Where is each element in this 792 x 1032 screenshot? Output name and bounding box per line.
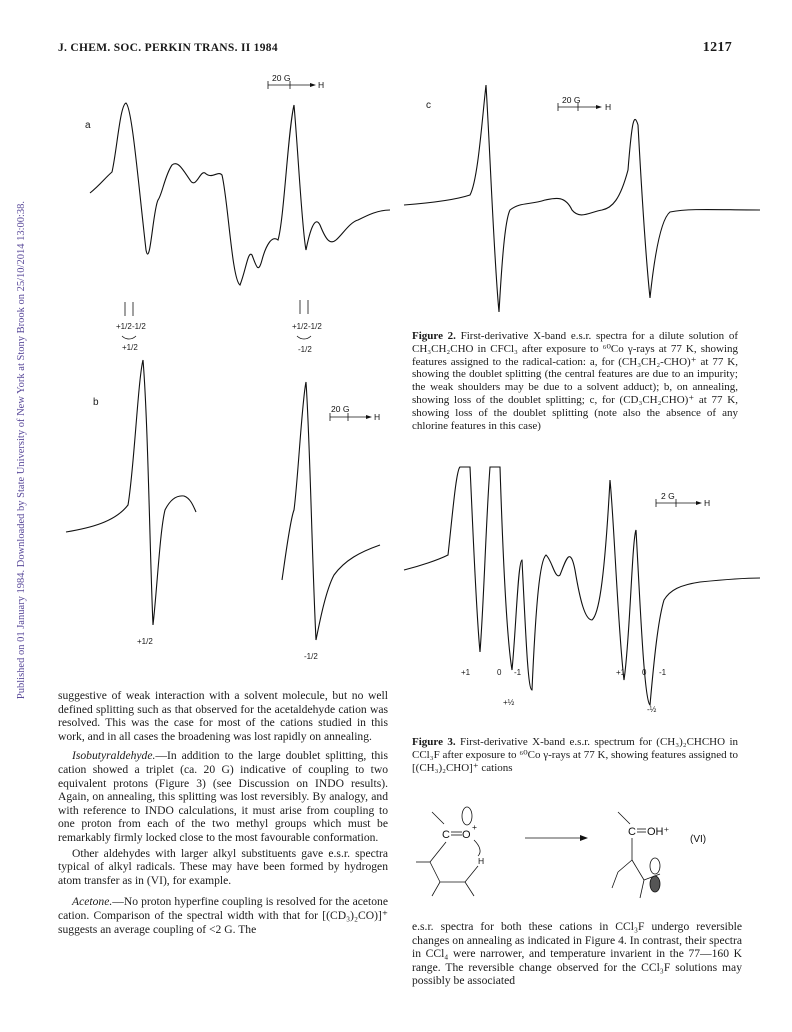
panel-b-label: b	[93, 397, 99, 408]
left-paragraph-4: Acetone.—No proton hyperfine coupling is resolved for the acetone cation. Comparison of the spectral width with that for [(CD₃)₂CO)]⁺ suggests an average coupling of <2 G. The	[58, 895, 388, 936]
spin-a-right-3: -1/2	[298, 345, 312, 354]
spin-a-right-2: -1/2	[308, 322, 322, 331]
page-number: 1217	[702, 40, 732, 55]
fig1a-field-label: H	[318, 80, 325, 90]
spin-a-right-1: +1/2	[292, 322, 308, 331]
spin-b-left: +1/2	[137, 637, 153, 646]
fig3-spin-2: 0	[497, 668, 502, 677]
fig2c-field-label: H	[605, 102, 612, 112]
spin-a-left-1: +1/2	[116, 322, 132, 331]
fig3-spin-4: +1	[616, 668, 626, 677]
scheme-label: (VI)	[690, 834, 707, 845]
figure2-caption-text: First-derivative X-band e.s.r. spectra for a dilute solution of CH₃CH₂CHO in CFCl₃ after exposure to ⁶⁰Co γ-rays at 77 K, showing features assigned to the radical-cation: a, for (CH₃CH₂-CHO)⁺ at 77 K, showing the doublet splitting (the central features are due to an impurity; the weak shoulders may be due to a solvent adduct); b, on annealing, showing loss of the doublet splitting; c, for (CD₃CH₂CHO)⁺ at 77 K, showing loss of the doublet splitting (note also the absence of any chlorine features in this case)	[412, 330, 739, 432]
fig3-half-right: -½	[647, 705, 657, 714]
panel-c-label: c	[426, 100, 431, 111]
left-paragraph-2: Isobutyraldehyde.—In addition to the large doublet splitting, this cation showed a triplet (ca. 20 G) indicative of coupling to two equivalent protons (Figure 3) (see Discussion on INDO results). Again, on annealing, this splitting was lost reversibly. By analogy, and with reference to INDO calculations, it must arise from coupling to one proton from each of the two methyl groups which must be remarkably firmly locked close to the most favourable conformation.	[58, 749, 388, 844]
left-paragraph-3: Other aldehydes with larger alkyl substituents gave e.s.r. spectra typical of alkyl radicals. These may have been formed by hydrogen atom transfer as in (VI), for example.	[58, 846, 388, 887]
scheme-right-oh: OH⁺	[647, 826, 670, 838]
fig1b-field-label: H	[374, 412, 381, 422]
fig3-spin-1: +1	[461, 668, 471, 677]
fig2c-scale-label: 20 G	[562, 95, 581, 105]
scheme-right-c: C	[628, 826, 636, 838]
scheme-left-o: O	[462, 829, 471, 841]
spin-a-left-3: +1/2	[122, 343, 138, 352]
right-column-text	[412, 920, 742, 994]
figure3-caption-title: Figure 3.	[412, 736, 456, 748]
watermark-text: Published on 01 January 1984. Downloaded by State University of New York at Stony Brook on 25/10/2014 13:00:38.	[16, 200, 27, 700]
figure3-caption-text: First-derivative X-band e.s.r. spectrum for (CH₃)₂CHCHO in CCl₃F after exposure to ⁶⁰Co γ-rays at 77 K, showing features assigned to [(CH₃)₂CHO]⁺ cations	[412, 736, 739, 774]
left-paragraph-1: suggestive of weak interaction with a solvent molecule, but no well defined splitting such as that observed for the acetaldehyde cation was resolved. This was the case for most of the cations studied in this work, and in all cases the broadening was lost rapidly on annealing.	[58, 689, 388, 743]
acetone-heading: Acetone.	[72, 895, 113, 909]
journal-header: J. CHEM. SOC. PERKIN TRANS. II 1984	[58, 42, 278, 54]
panel-a-label: a	[85, 120, 91, 131]
fig1b-scale-label: 20 G	[331, 404, 350, 414]
fig3-spin-6: -1	[659, 668, 667, 677]
fig3-spin-3: -1	[514, 668, 522, 677]
left-column-text	[58, 689, 388, 942]
fig3-scale-label: 2 G	[661, 491, 675, 501]
scheme-left-plus: +	[472, 822, 477, 832]
scheme-left-c: C	[442, 829, 450, 841]
spin-b-right: -1/2	[304, 652, 318, 661]
right-paragraph-1: e.s.r. spectra for both these cations in CCl₃F undergo reversible changes on annealing as indicated in Figure 4. In contrast, their spectra in CCl₄ were narrower, and temperature invarient in the 77—160 K range. The reversible change observed for the CCl₃F solutions may possibly be associated	[412, 920, 742, 988]
scheme-left-h: H	[478, 856, 485, 866]
fig1a-scale-label: 20 G	[272, 73, 291, 83]
spin-a-left-2: -1/2	[132, 322, 146, 331]
fig3-field-label: H	[704, 498, 711, 508]
fig3-half-left: +½	[503, 698, 515, 707]
figure2-caption-title: Figure 2.	[412, 330, 456, 342]
fig3-spin-5: 0	[642, 668, 647, 677]
isobutyraldehyde-heading: Isobutyraldehyde.	[72, 749, 156, 763]
